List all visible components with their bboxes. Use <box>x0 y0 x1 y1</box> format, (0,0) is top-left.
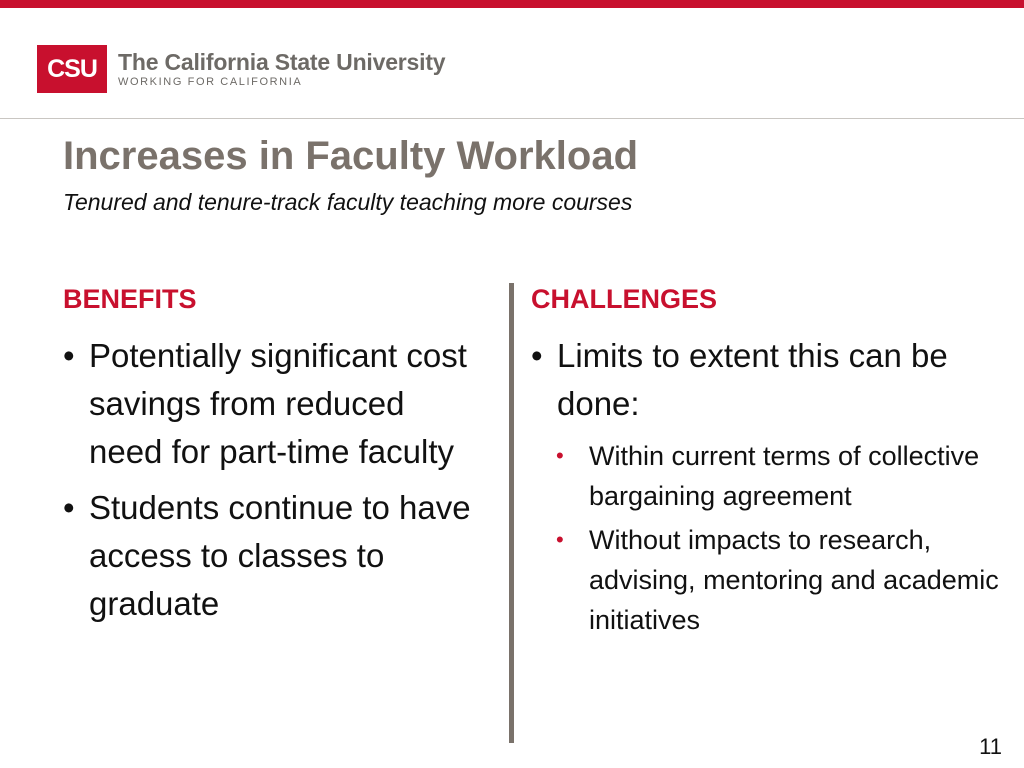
bullet-text: Students continue to have access to classes to graduate <box>89 489 471 622</box>
challenges-column <box>531 282 1001 644</box>
logo-tagline: WORKING FOR CALIFORNIA <box>118 76 303 88</box>
bullet-icon: • <box>556 443 564 468</box>
bullet-icon: • <box>63 337 75 374</box>
logo-mark: CSU <box>37 45 107 93</box>
logo-text <box>118 49 445 89</box>
list-item <box>556 520 1001 640</box>
list-item <box>556 436 1001 516</box>
bullet-text: Potentially significant cost savings from reduced need for part-time faculty <box>89 337 467 470</box>
bullet-icon: • <box>556 527 564 552</box>
slide-title: Increases in Faculty Workload <box>63 134 639 178</box>
benefits-list <box>63 332 483 628</box>
list-item <box>63 332 483 476</box>
sub-bullet-text: Within current terms of collective bargaining agreement <box>589 441 980 511</box>
bullet-icon: • <box>531 337 543 374</box>
top-accent-bar <box>0 0 1024 8</box>
list-item <box>63 484 483 628</box>
benefits-column <box>63 282 483 636</box>
bullet-text: Limits to extent this can be done: <box>557 337 948 422</box>
logo-name: The California State University <box>118 49 446 75</box>
challenges-sublist <box>531 436 1001 640</box>
benefits-heading: BENEFITS <box>63 284 197 314</box>
csu-logo <box>37 45 445 93</box>
bullet-icon: • <box>63 489 75 526</box>
header-divider <box>0 118 1024 119</box>
slide-subtitle: Tenured and tenure-track faculty teaching more courses <box>63 189 633 215</box>
challenges-heading: CHALLENGES <box>531 284 718 314</box>
challenges-list <box>531 332 1001 428</box>
sub-bullet-text: Without impacts to research, advising, mentoring and academic initiatives <box>589 525 999 635</box>
column-divider <box>509 283 514 743</box>
list-item <box>531 332 1001 428</box>
page-number: 11 <box>979 734 1002 759</box>
